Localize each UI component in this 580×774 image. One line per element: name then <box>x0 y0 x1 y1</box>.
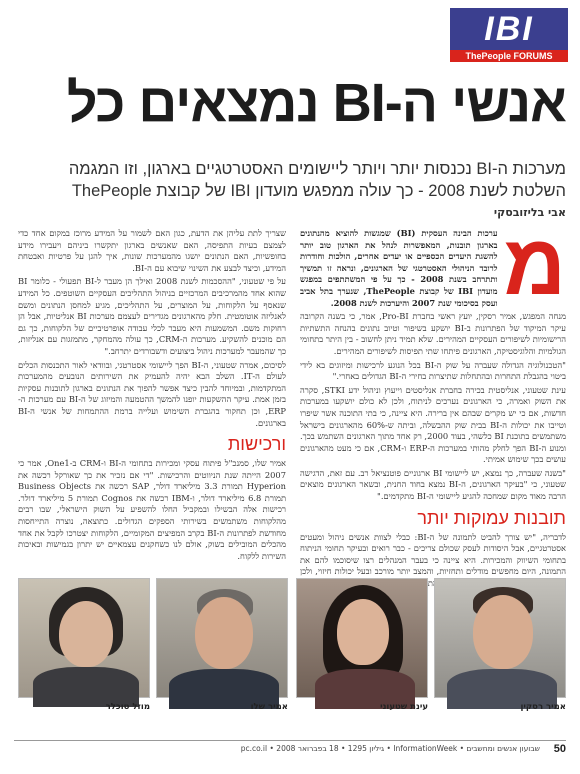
footer-publication: שבועון אנשים ומחשבים • InformationWeek • גיליון 1295 • 18 בפברואר 2008 • pc.co.il <box>240 744 540 753</box>
portrait-photo <box>434 578 566 698</box>
photo-caption: מוזל טוכלר <box>105 702 150 712</box>
portrait-photo <box>296 578 428 698</box>
paragraph: מנחה המפגש, אמיר רסקין, יועץ ראשי בחברת Pro-BI, אמר, כי בשנה הקרובה עיקר המיקוד של הפתרונות ב-BI יושקע בשיפור וטיוב נתונים בהנחה התשתיות הרישומיות לשיפורים העסקיים המהירים. שלא תמיד ניתן לחשוב - בין היתר בתחומי הגולמיות והלוגיסטיקה, הארגונים פיתחו שתי תפיסות לשיפורים המהירים. <box>300 311 567 356</box>
paragraph: על פי שטעוני, "ההסכמות לשנת 2008 ואילך הן מעבר ל-BI תפעולי - כלומר BI שהוא אחד מהמרכיבים המרכזיים בניהול התהליכים העסקיים השוטפים. כל המידע שנאסף על הלקוחות, על המוצרים, על התהליכים, מגיע למחסן הנתונים ומשם לאנליזה אוטומטית. חלק מהארגונים מגדירים לעצמם מערכות BI אנליטיות, אבל הן רחוקות משם. המשמעות היא מעבר לכלי עבודה אופרטיביים של הלקוחות, כך גם הם מוכנים להשקיע. מערכות ה-CRM, כך עולה מהמחקר, מתמזגות עם אנליזות, כך שהמעבר למערכות ניהול ביצועים ודשבורדים יתרחב." <box>18 276 286 356</box>
paragraph: לדבריה, "יש צורך להביט לתמונה של ה-BI: כבלי לצוות אנשים ניהול ומעטים אסטרטגיים, אבל היסודות לעסק שכולם צריכים - כבר רואים ובעיקר תחומי הניתוח בתחומי השיווק והמכירות. היא ציינה כי בעבר המנהלים רצו שיסוכמו להם את התמונה, היום מחפשים מודלים ותחזיות, והמצב יותר מורכב ובעל יכולות חיזוי, ולכן <box>300 531 567 577</box>
section-heading: תובנות עמוקות יותר <box>417 507 566 528</box>
page-number: 50 <box>553 743 566 755</box>
text-column-left <box>18 228 286 570</box>
paragraph: שצריך לתת עליהן את הדעת, כגון האם לשמור על המידע מרוכז במקום אחד כדי לצמצם בעיות התפיסה, האם שאנשים בארגון יתקשרו ביניהם ויעבירו מידע בחופשיות, האם הנתונים יושגו מהמערכות שונות, איך להגן על פרטיות ואבטחת המידע, וכיצד לבצע את השינוי שיבוא עם ה-BI. <box>18 228 286 273</box>
text-column-right <box>300 217 567 577</box>
paragraph: לסיכום, אמרה שטעוני, ה-BI הפך ליישומי אסטרטגי, ובוודאי לאור התכנסות הכלים לעולם ה-IT. השלב הבא יהיה להעמיק את השירותים הנובעים מהמערכות המתקדמות, ובמיוחד להבין כיצד אפשר להפוך את הנתונים בארגון לתובנות עסקיות בזמן אמת. עיקר ההשקעות יופנו להמשך ההטמעה והמיזוג של ה-BI עם מערכות ה-ERP, וכן תחקור בהגברת השימוש ועלייה ברמת ההתמחות של אנשי ה-BI בארגונים. <box>18 359 286 428</box>
portrait-photo <box>156 578 288 698</box>
logo-tagline: ThePeople FORUMS <box>450 50 568 62</box>
page-footer <box>14 740 566 757</box>
article-headline: אנשי ה-BI נמצאים כל <box>66 73 566 133</box>
logo-mark: IBI <box>450 8 568 50</box>
section-heading: ורכישות <box>227 434 286 455</box>
paragraph: אמיר שלו, סמנכ"ל פיתוח עסקי ומכירות בתחומי ה-BI ו-CRM ב-One1, אמר כי 2007 הייתה שנת הניווטים והרכישות. "די אם נזכיר את כך שאורקל רכשה את Hyperion תמורת 3.3 מיליארד דולר, SAP רכשה את Business Objects תמורת 6.8 מיליארד דולר, ו-IBM רכשה את Cognos תמורת 5 מיליארד דולר. רכישות אלה הבשילו ובמקביל החלו להשפיע על השוק הישראלי, שבו רבים מהלקוחות משתמשים בשירותי הספקים הגדולים. כתוצאה, נוצרה התייחסות מחודשת לפתרונות ה-BI בקרב המפיצים המקומיים, הלקוחות יצטרכו לקבל את אחד מהכלים המובילים בשוק, אולם לנו כשחקנים עצמאיים יש יתרון בגמישות ובאיכות השירות ללקוח. <box>18 458 287 561</box>
photo-caption: אמיר רסקין <box>520 702 566 712</box>
article-lead: ערכות הבינה העסקית (BI) שמגשות להוציא מהנתונים בארגון תובנות, המאפשרות לנהל את הארגון טוב יותר להשגת היעדים הכספיים או יעדים אחרים, הולכות וחודרות לרובד הניהולי האסטרטגי של הארגונים, ונראה זו תמשיך ותתרחב בשנת 2008 - כך על פי המשתתפים במפגש מועדון IBI של קבוצת ThePeople, שנערך בתל אביב ועסק בסיכומי שנת 2007 והיערכות לשנת 2008. <box>300 228 498 308</box>
photo-caption: אמיר שלו <box>250 702 288 712</box>
paragraph: עינת שטעוני, אנליסטית בכירה בחברת אנליסטים וייעוץ וניהול ידע STKI, סקרה את השוק ואמרה, כי הארגונים נערכים לניתוח, ולכן לא כולם יושקעו במערכות חדשות, אם כי יש מקרים שבהם אין ברירה. היא ציינה, כי בתי התוכנה אשר שיפרו וטייבו את יכולות ה-BI בבית שוק ההבשלה, וביתה ש-60% מהארגונים בישראל משתמשים בתוכנת BI כלשהי, בעוד 2000, רק אחד מתוך הארגונים השתמש בכך. ומנוע ה-BI הפך לחלק מהותי במערכות ה-ERP ו-CRM, אם כי מעט מהארגונים עושים בכך שימוש אמיתי. <box>300 384 567 465</box>
photo-caption: עינת שטעוני <box>380 702 428 712</box>
drop-cap: מ <box>503 217 566 313</box>
article-subheadline: מערכות ה-BI נכנסות יותר ויותר ליישומים האסטרטגיים בארגון, וזו המגמה השלטת לשנת 2008 - כך עולה ממפגש מועדון IBI של קבוצת ThePeople <box>68 160 566 200</box>
paragraph: "הטכנולוגיה הגדולה שעברה על שוק ה-BI בכל הנוגע לרכישות ומיזוגים בא לידי ביטוי בהגבלת התחרות ובהתחלות שתיצרות בחירי ה-BI הגדולים באחרי." <box>300 359 566 382</box>
ibi-logo <box>450 8 568 62</box>
paragraph: "בשנה שעברה, כך נמצא, יש ליישומי BI ארגוניים פוטנציאל רב. עם זאת, הדגישה שטעוני, כי "בעיקר הארגונים, ה-BI נמצא בחוד החנית, ובשאר הארגונים מוצאים הרבה מאוד מקום שמחכה להגיע ליישומי ה-BI מתקדמים." <box>300 467 566 502</box>
article-byline: אבי בליזובסקי <box>493 206 566 219</box>
portrait-photo <box>18 578 150 698</box>
